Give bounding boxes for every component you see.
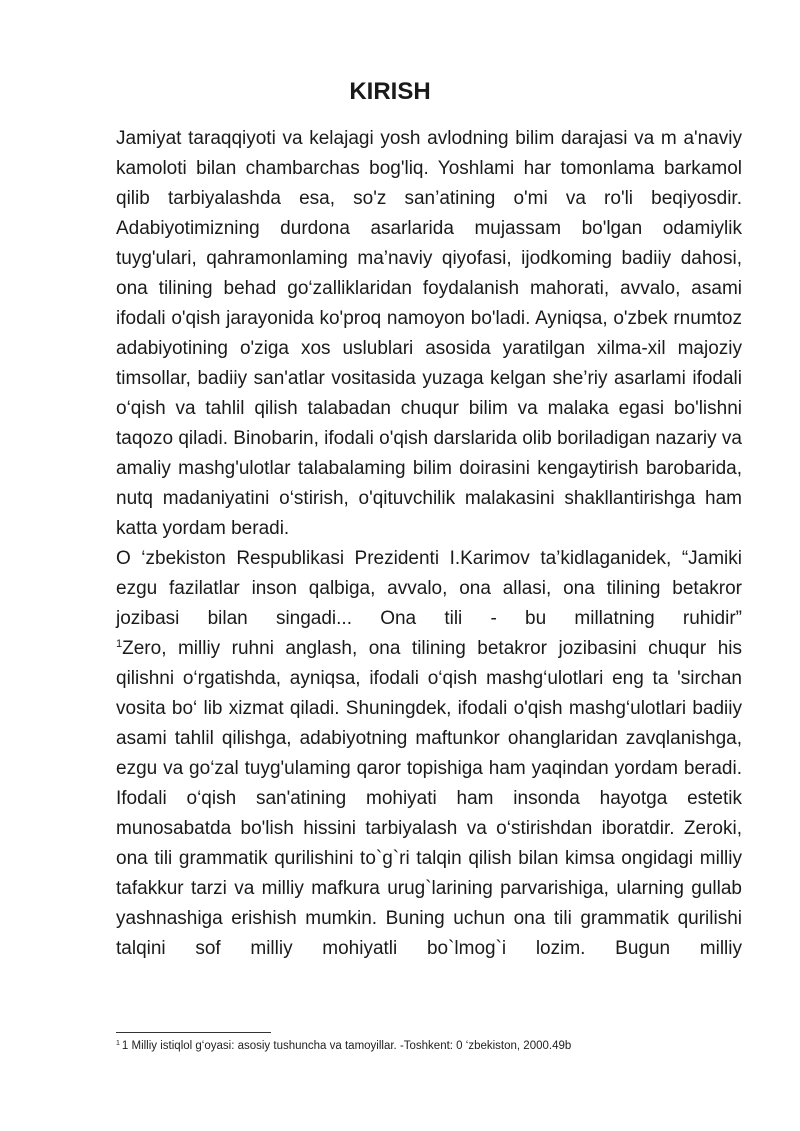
footnote-mark: 1	[116, 1040, 120, 1047]
paragraph-quote-text: O ‘zbekiston Respublikasi Prezidenti I.Karimov ta’kidlaganidek, “Jamiki ezgu fazilatlar inson qalbiga, avvalo, ona allasi, ona tilining betakror jozibasi bilan singadi... Ona tili - bu millatning ruhidir”	[116, 548, 742, 629]
paragraph-intro: Jamiyat taraqqiyoti va kelajagi yosh avlodning bilim darajasi va m a'naviy kamoloti bilan chambarchas bog'liq. Yoshlami har tomonlama barkamol qilib tarbiyalashda esa, so'z san’atining o'mi va ro'li beqiyosdir. Adabiyotimizning durdona asarlarida mujassam bo'lgan odamiylik tuyg'ulari, qahramonlaming ma’naviy qiyofasi, ijodkoming badiiy dahosi, ona tilining behad go‘zalliklaridan foydalanish mahorati, avvalo, asami ifodali o'qish jarayonida ko'proq namoyon bo'ladi. Ayniqsa, o'zbek rnumtoz adabiyotining o'ziga xos uslublari asosida yaratilgan xilma-xil majoziy timsollar, badiiy san'atlar vositasida yuzaga kelgan she’riy asarlami ifodali o‘qish va tahlil qilish talabadan chuqur bilim va malaka egasi bo'lishni taqozo qiladi. Binobarin, ifodali o'qish darslarida olib boriladigan nazariy va amaliy mashg'ulotlar talabalaming bilim doirasini kengaytirish barobarida, nutq madaniyatini o‘stirish, o'qituvchilik malakasini shakllantirishga ham katta yordam beradi.	[116, 128, 742, 539]
paragraph-quote-continuation: Zero, milliy ruhni anglash, ona tilining betakror jozibasini chuqur his qilishni o‘rgatishda, ayniqsa, ifodali o‘qish mashg‘ulotlari eng ta 'sirchan vosita bo‘ lib xizmat qiladi. Shuningdek, ifodali o'qish mashg‘ulotlari badiiy asami tahlil qilishga, adabiyotning maftunkor ohanglaridan zavqlanishga, ezgu va go‘zal tuyg'ulaming qaror topishiga ham yaqindan yordam beradi. Ifodali o‘qish san'atining mohiyati ham insonda hayotga estetik munosabatda bo'lish hissini tarbiyalash va o‘stirishdan iboratdir. Zeroki, ona tili grammatik qurilishini to`g`ri talqin qilish bilan kimsa ongidagi milliy tafakkur tarzi va milliy mafkura urug`larining parvarishiga, ularning gullab yashnashiga erishish mumkin. Buning uchun ona tili grammatik qurilishi talqini sof milliy mohiyatli bo`lmog`i lozim. Bugun milliy	[116, 638, 742, 959]
footnote-separator	[116, 1032, 271, 1033]
paragraph-quote	[116, 544, 742, 964]
footnote	[116, 1038, 756, 1054]
page-title: KIRISH	[349, 78, 431, 105]
footnote-text: 1 Milliy istiqlol g‘oyasi: asosiy tushuncha va tamoyillar. -Toshkent: 0 ‘zbekiston, 2000.49b	[121, 1040, 572, 1052]
main-text	[116, 124, 742, 964]
footnote-reference-mark[interactable]: 1	[116, 638, 123, 650]
